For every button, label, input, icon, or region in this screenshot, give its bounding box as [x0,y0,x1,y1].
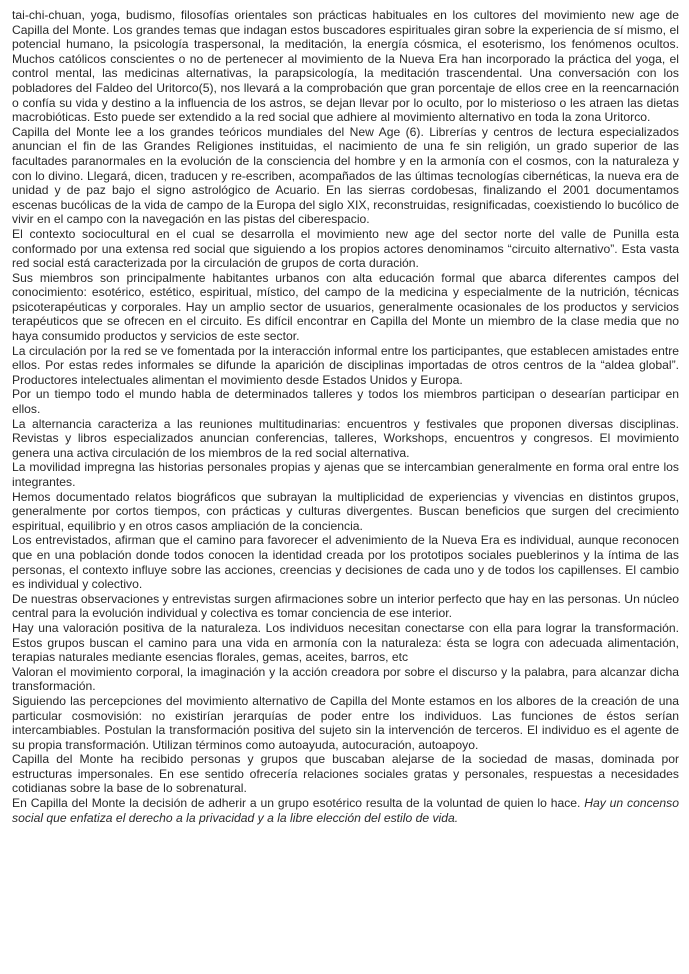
paragraph-3 [12,227,679,271]
paragraph-text: Capilla del Monte lee a los grandes teóricos mundiales del New Age (6). Librerías y centros de lectura especializados anuncian el fin de las Grandes Religiones instituidas, el nacimiento de una fe sin religión, un grado superior de las facultades paranormales en la evolución de la consciencia del hombre y en la armonía con el cosmos, con la naturaleza y con lo divino. Llegará, dicen, traducen y re-escriben, acompañados de las últimas tecnologías cibernéticas, la nueva era de unidad y de paz bajo el signo astrológico de Acuario. En las sierras cordobesas, finalizando el 2001 documentamos escenas bucólicas de la vida de campo de la Europa del siglo XIX, reconstruidas, resignificadas, coexistiendo lo bucólico de vivir en el campo con la navegación en las pistas del ciberespacio. [12,124,679,227]
paragraph-14 [12,694,679,752]
paragraph-text: Valoran el movimiento corporal, la imaginación y la acción creadora por sobre el discurso y la palabra, para alcanzar dicha transformación. [12,664,679,694]
paragraph-text: El contexto sociocultural en el cual se desarrolla el movimiento new age del sector norte del valle de Punilla esta conformado por una extensa red social que siguiendo a los propios actores denominamos “circuito alternativo”. Esta vasta red social está caracterizada por la circulación de grupos de corta duración. [12,226,679,271]
paragraph-text: Hemos documentado relatos biográficos que subrayan la multiplicidad de experiencias y vivencias en distintos grupos, generalmente por cortos tiempos, con prácticas y culturas divergentes. Buscan beneficios que surgen del crecimiento espiritual, equilibrio y en otros casos ampliación de la conciencia. [12,489,679,533]
paragraph-text: La circulación por la red se ve fomentada por la interacción informal entre los participantes, que establecen amistades entre ellos. Por estas redes informales se difunde la aparición de disciplinas importadas de otros centros de la “aldea global”. Productores intelectuales alimentan el movimiento desde Estados Unidos y Europa. [12,343,679,387]
paragraph-text: La movilidad impregna las historias personales propias y ajenas que se intercambian generalmente en forma oral entre los integrantes. [12,460,679,489]
paragraph-10 [12,533,679,591]
paragraph-15 [12,752,679,796]
paragraph-text: Hay una valoración positiva de la naturaleza. Los individuos necesitan conectarse con ella para lograr la transformación. Estos grupos buscan el camino para una vida en armonía con la naturaleza: ésta se logra con adecuada alimentación, terapias naturales mediante esencias florales, gemas, aceites, barros, etc [12,620,679,665]
paragraph-2 [12,125,679,227]
paragraph-text: Los entrevistados, afirman que el camino para favorecer el advenimiento de la Nueva Era es individual, aunque reconocen que en una población donde todos conocen la identidad creada por los prototipos sociales pueblerinos y la íntima de las personas, el contexto influye sobre las acciones, creencias y decisiones de cada uno y de todos los capillenses. El cambio es individual y colectivo. [12,533,679,592]
paragraph-text: Capilla del Monte ha recibido personas y grupos que buscaban alejarse de la sociedad de masas, dominada por estructuras impersonales. En ese sentido ofrecería relaciones sociales gratas y personales, respuestas a necesidades cotidianas sobre la base de lo sobrenatural. [12,752,679,796]
paragraph-text: Siguiendo las percepciones del movimiento alternativo de Capilla del Monte estamos en los albores de la creación de una particular cosmovisión: no existirían jerarquías de poder entre los individuos. Las funciones de éstos serían intercambiables. Postulan la transformación positiva del sujeto sin la intervención de terceros. El individuo es el agente de su propia transformación. Utilizan términos como autoayuda, autocuración, autoapoyo. [12,693,679,752]
paragraph-16 [12,796,679,825]
paragraph-7 [12,417,679,461]
paragraph-6 [12,387,679,416]
paragraph-4 [12,271,679,344]
paragraph-italic-text: Hay un concenso social que enfatiza el derecho a la privacidad y a la libre elección del estilo de vida. [12,796,679,825]
paragraph-text: En Capilla del Monte la decisión de adherir a un grupo esotérico resulta de la voluntad de quien lo hace. [12,796,581,811]
paragraph-11 [12,592,679,621]
paragraph-8 [12,460,679,489]
paragraph-text: tai-chi-chuan, yoga, budismo, filosofías orientales son prácticas habituales en los cultores del movimiento new age de Capilla del Monte. Los grandes temas que indagan estos buscadores espirituales giran sobre la experiencia de sí mismo, el potencial humano, la psicología traspersonal, la meditación, la energía cósmica, el esoterismo, los fenómenos ocultos. Muchos católicos conscientes o no de pertenecer al movimiento de la Nueva Era han incorporado la práctica del yoga, el control mental, las medicinas alternativas, la parapsicología, la meditación trascendental. Una conversación con los pobladores del Faldeo del Uritorco(5), nos llevará a la comprobación que gran porcentaje de ellos cree en la reencarnación o confía su vida y destino a la influencia de los astros, se dejan llevar por lo oculto, por lo misterioso o les atraen las dietas macrobióticas. Esto puede ser extendido a la red social que adhiere al movimiento alternativo en toda la zona Uritorco. [12,8,679,125]
paragraph-9 [12,490,679,534]
paragraph-text: Por un tiempo todo el mundo habla de determinados talleres y todos los miembros participan o desearían participar en ellos. [12,387,679,417]
paragraph-text: De nuestras observaciones y entrevistas surgen afirmaciones sobre un interior perfecto que hay en las personas. Un núcleo central para la evolución individual y colectiva es tomar conciencia de ese interior. [12,591,679,621]
paragraph-12 [12,621,679,665]
document-page [12,8,679,825]
paragraph-5 [12,344,679,388]
paragraph-1 [12,8,679,125]
paragraph-13 [12,665,679,694]
paragraph-text: Sus miembros son principalmente habitantes urbanos con alta educación formal que abarca diferentes campos del conocimiento: esotérico, estético, espiritual, místico, del campo de la medicina y especialmente de la nutrición, técnicas psicoterapéuticas y corporales. Hay un amplio sector de usuarios, generalmente ocasionales de los productos y servicios terapéuticos que se ofrecen en el circuito. Es difícil encontrar en Capilla del Monte un miembro de la clase media que no haya consumido productos y servicios de este sector. [12,270,679,344]
paragraph-text: La alternancia caracteriza a las reuniones multitudinarias: encuentros y festivales que proponen diversas disciplinas. Revistas y libros especializados anuncian conferencias, talleres, Workshops, encuentros y congresos. El movimiento genera una activa circulación de los miembros de la red social alternativa. [12,416,679,460]
